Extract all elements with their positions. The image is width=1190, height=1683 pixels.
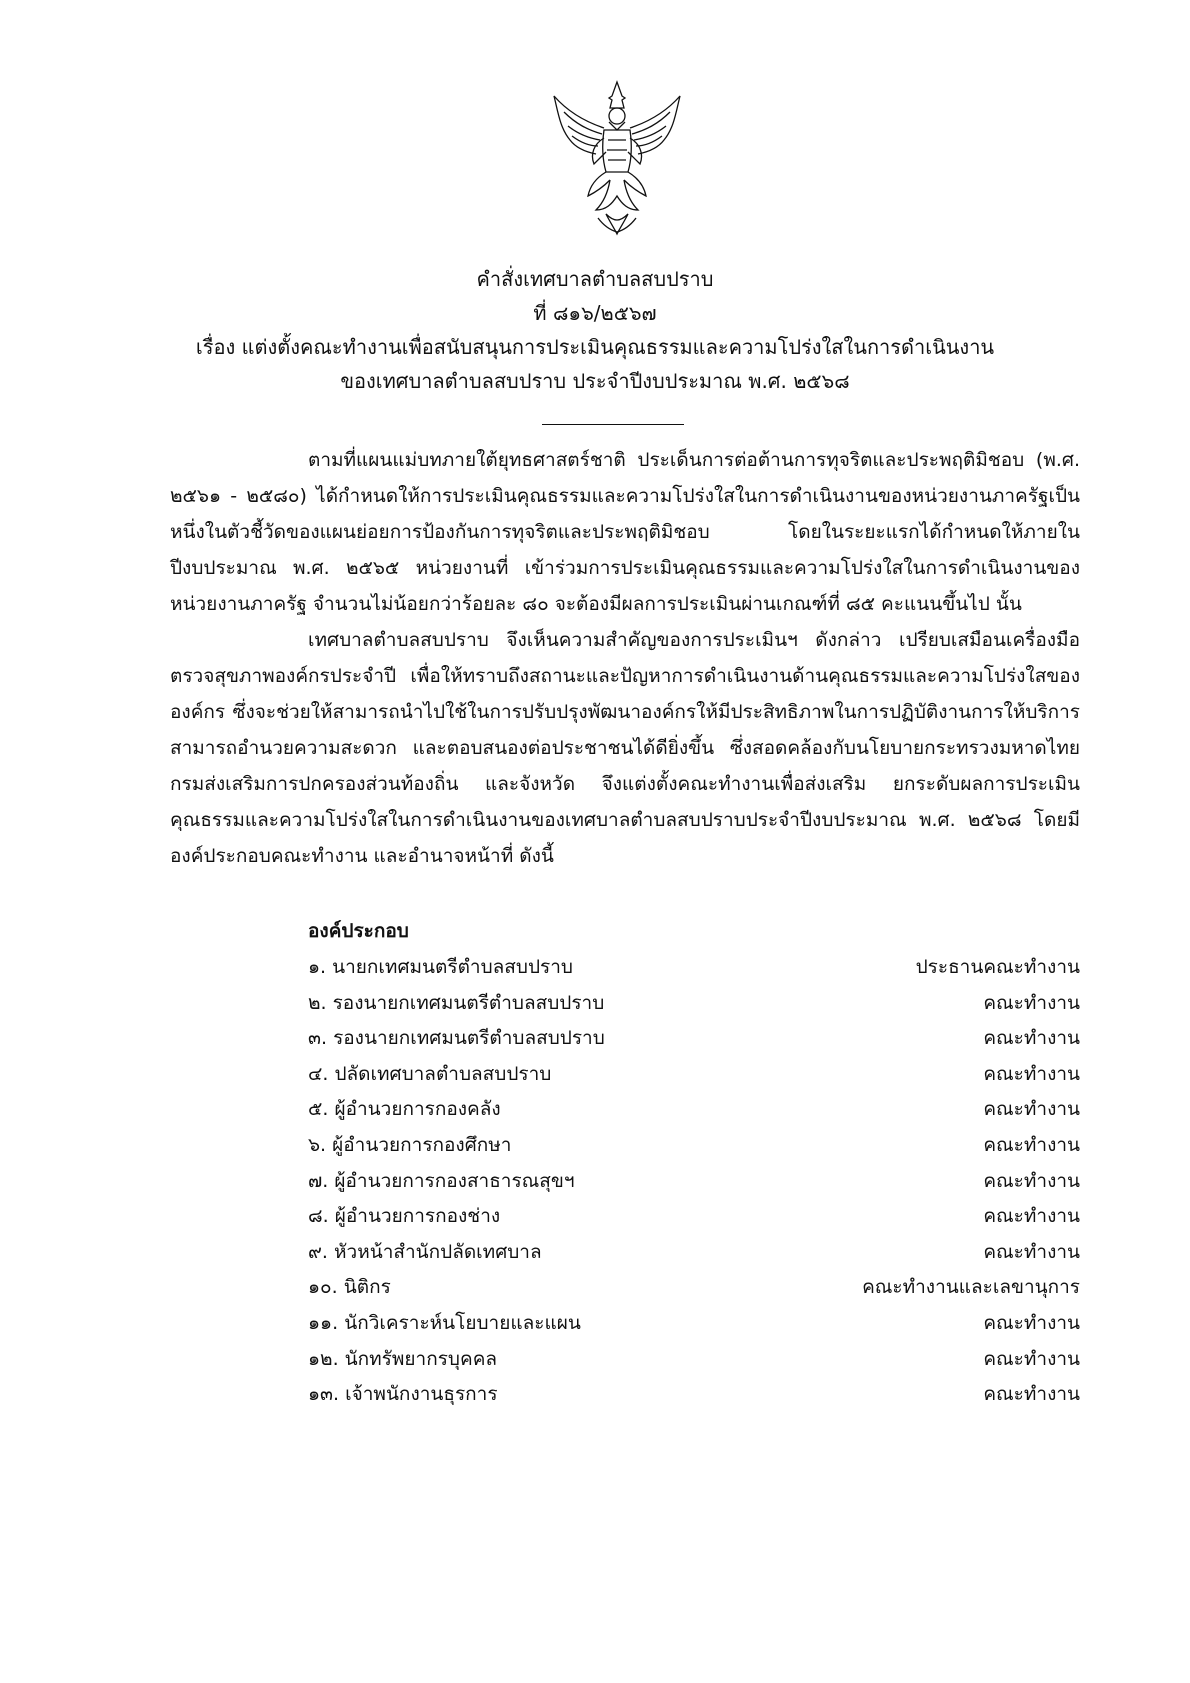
member-row <box>308 1199 1080 1235</box>
order-number: ที่ ๘๑๖/๒๕๖๗ <box>533 301 657 325</box>
member-role: คณะทำงาน <box>983 1311 1080 1334</box>
garuda-emblem-icon <box>546 78 688 238</box>
member-name: ๗. ผู้อำนวยการกองสาธารณสุขฯ <box>308 1169 575 1192</box>
member-role: คณะทำงาน <box>983 1169 1080 1192</box>
header-divider <box>542 424 684 425</box>
member-row <box>308 1128 1080 1164</box>
member-role: คณะทำงาน <box>983 1098 1080 1121</box>
member-row <box>308 1021 1080 1057</box>
member-role: คณะทำงาน <box>983 991 1080 1014</box>
member-role: คณะทำงาน <box>983 1062 1080 1085</box>
member-row <box>308 1164 1080 1200</box>
member-name: ๑. นายกเทศมนตรีตำบลสบปราบ <box>308 956 573 978</box>
member-row <box>308 1092 1080 1128</box>
order-subject-line-2: ของเทศบาลตำบลสบปราบ ประจำปีงบประมาณ พ.ศ. ๒๕๖๘ <box>340 369 850 393</box>
member-row <box>308 1270 1080 1306</box>
member-name: ๓. รองนายกเทศมนตรีตำบลสบปราบ <box>308 1027 605 1050</box>
member-role: คณะทำงาน <box>983 1347 1080 1370</box>
member-name: ๑๓. เจ้าพนักงานธุรการ <box>308 1383 498 1406</box>
member-role: คณะทำงาน <box>983 1205 1080 1228</box>
composition-list <box>308 950 1080 1413</box>
member-name: ๑๒. นักทรัพยากรบุคคล <box>308 1347 498 1370</box>
member-name: ๒. รองนายกเทศมนตรีตำบลสบปราบ <box>308 991 605 1014</box>
member-name: ๕. ผู้อำนวยการกองคลัง <box>308 1098 501 1121</box>
member-row <box>308 986 1080 1022</box>
body-paragraph-1: ตามที่แผนแม่บทภายใต้ยุทธศาสตร์ชาติ ประเด็นการต่อต้านการทุจริตและประพฤติมิชอบ (พ.ศ. ๒๕๖๑ - ๒๕๘๐) ได้กำหนดให้การประเมินคุณธรรมและความโปร่งใสในการดำเนินงานของหน่วยงานภาครัฐเป็นหนึ่งในตัวชี้วัดของแผนย่อยการป้องกันการทุจริตและประพฤติมิชอบ โดยในระยะแรกได้กำหนดให้ภายในปีงบประมาณ พ.ศ. ๒๕๖๕ หน่วยงานที่ เข้าร่วมการประเมินคุณธรรมและความโปร่งใสในการดำเนินงานของหน่วยงานภาครัฐ จำนวนไม่น้อยกว่าร้อยละ ๘๐ จะต้องมีผลการประเมินผ่านเกณฑ์ที่ ๘๕ คะแนนขึ้นไป นั้น <box>170 449 1080 615</box>
order-body <box>170 442 1080 874</box>
composition-title: องค์ประกอบ <box>308 920 409 942</box>
body-paragraph-2: เทศบาลตำบลสบปราบ จึงเห็นความสำคัญของการประเมินฯ ดังกล่าว เปรียบเสมือนเครื่องมือตรวจสุขภาพองค์กรประจำปี เพื่อให้ทราบถึงสถานะและปัญหาการดำเนินงานด้านคุณธรรมและความโปร่งใสขององค์กร ซึ่งจะช่วยให้สามารถนำไปใช้ในการปรับปรุงพัฒนาองค์กรให้มีประสิทธิภาพในการปฏิบัติงานการให้บริการสามารถอำนวยความสะดวก และตอบสนองต่อประชาชนได้ดียิ่งขึ้น ซึ่งสอดคล้องกับนโยบายกระทรวงมหาดไทย กรมส่งเสริมการปกครองส่วนท้องถิ่น และจังหวัด จึงแต่งตั้งคณะทำงานเพื่อส่งเสริม ยกระดับผลการประเมินคุณธรรมและความโปร่งใสในการดำเนินงานของเทศบาลตำบลสบปราบประจำปีงบประมาณ พ.ศ. ๒๕๖๘ โดยมีองค์ประกอบคณะทำงาน และอำนาจหน้าที่ ดังนี้ <box>170 629 1080 867</box>
member-name: ๑๐. นิติกร <box>308 1276 391 1299</box>
order-header <box>0 262 1190 398</box>
order-subject-line-1: เรื่อง แต่งตั้งคณะทำงานเพื่อสนับสนุนการประเมินคุณธรรมและความโปร่งใสในการดำเนินงาน <box>195 335 995 359</box>
member-role: คณะทำงาน <box>983 1027 1080 1050</box>
member-role: คณะทำงาน <box>983 1383 1080 1406</box>
member-row <box>308 1342 1080 1378</box>
member-name: ๘. ผู้อำนวยการกองช่าง <box>308 1205 501 1228</box>
member-role: คณะทำงาน <box>983 1133 1080 1156</box>
member-row <box>308 1235 1080 1271</box>
member-role: คณะทำงานและเลขานุการ <box>862 1276 1080 1299</box>
member-row <box>308 1306 1080 1342</box>
member-role: ประธานคณะทำงาน <box>915 956 1080 978</box>
member-name: ๖. ผู้อำนวยการกองศึกษา <box>308 1133 512 1156</box>
member-role: คณะทำงาน <box>983 1240 1080 1263</box>
member-row <box>308 1057 1080 1093</box>
order-title: คำสั่งเทศบาลตำบลสบปราบ <box>476 267 714 291</box>
member-row <box>308 950 1080 986</box>
member-row <box>308 1377 1080 1413</box>
member-name: ๑๑. นักวิเคราะห์นโยบายและแผน <box>308 1311 581 1334</box>
member-name: ๙. หัวหน้าสำนักปลัดเทศบาล <box>308 1240 542 1263</box>
member-name: ๔. ปลัดเทศบาลตำบลสบปราบ <box>308 1062 552 1085</box>
